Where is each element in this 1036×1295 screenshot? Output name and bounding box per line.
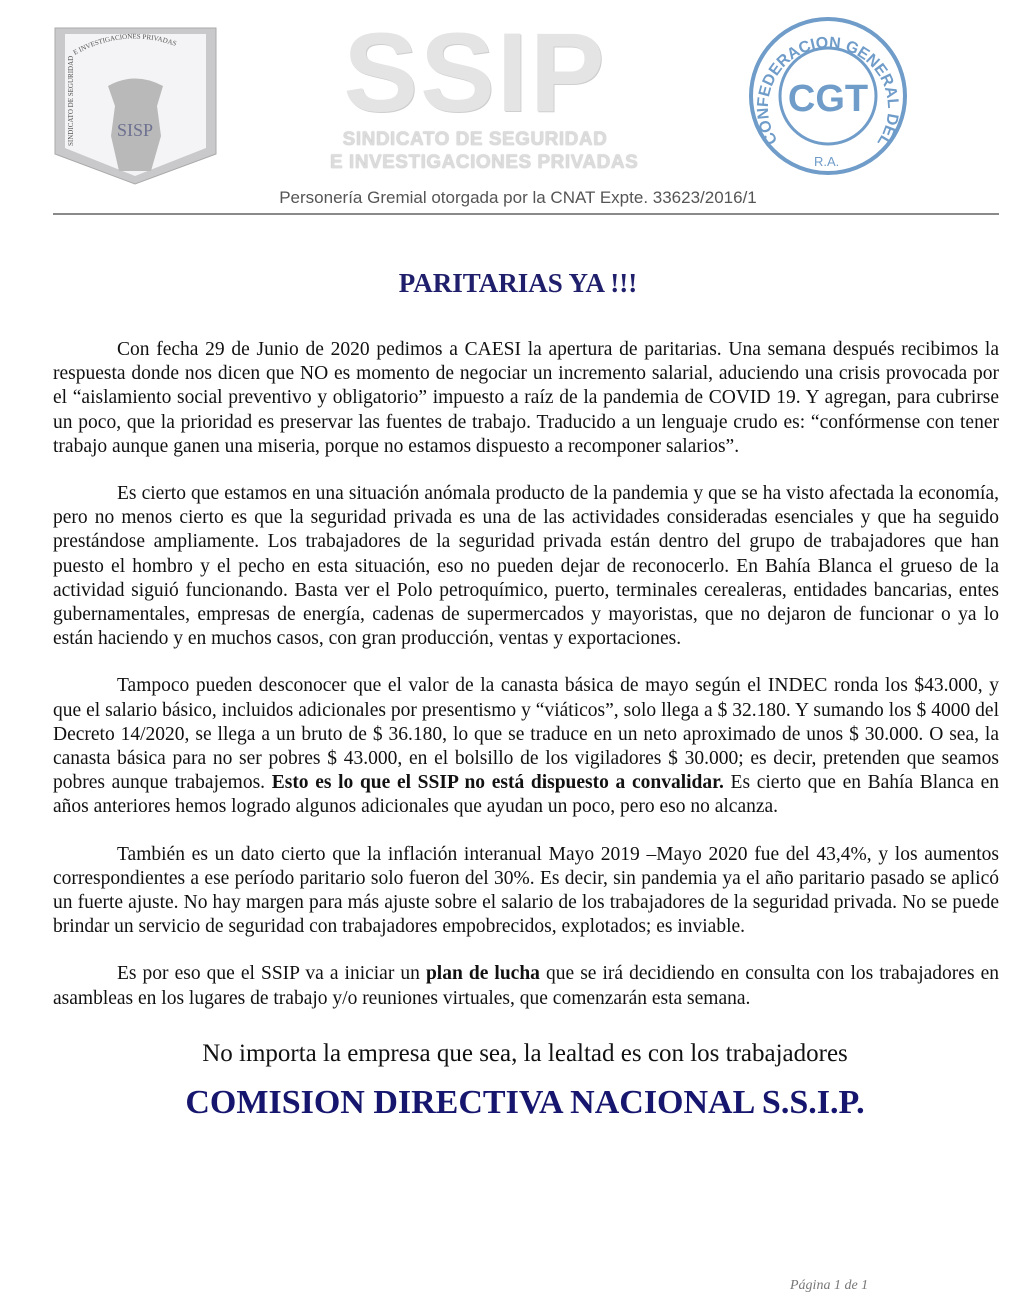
svg-text:CONFEDERACION GENERAL DEL TRAB: CONFEDERACION GENERAL DEL bbox=[754, 34, 902, 150]
paragraph-text: Tampoco pueden desconocer que el valor de la canasta básica de mayo según el INDEC ronda los $43.000, y que el salario básico, incluidos adicionales por presentismo y “viáticos”, solo llega a $ 32.180. Y sumando los $ 4000 del Decreto 14/2020, se llega a un bruto de $ 36.180, lo que se traduce en un neto aproximado de unos $ 30.000. O sea, la canasta básica para no ser pobres $ 43.000, en el bolsillo de los vigiladores $ 30.000; es decir, pretenden que seamos pobres aunque trabajemos. bbox=[53, 675, 999, 794]
signature: COMISION DIRECTIVA NACIONAL S.S.I.P. bbox=[185, 1083, 865, 1121]
paragraph-text: Es cierto que en Bahía Blanca en años anteriores hemos logrado algunos adicionales que ayudan un poco, pero eso no alcanza. bbox=[53, 772, 999, 818]
page-number: Página 1 de 1 bbox=[790, 1278, 869, 1293]
cgt-initials: CGT bbox=[787, 78, 869, 120]
paragraph-1 bbox=[53, 338, 999, 459]
document-title: PARITARIAS YA !!! bbox=[398, 268, 638, 298]
paragraph-text: Con fecha 29 de Junio de 2020 pedimos a CAESI la apertura de paritarias. Una semana después recibimos la respuesta donde nos dicen que NO es momento de negociar un incremento salarial, aduciendo una crisis provocada por el “aislamiento social preventivo y obligatorio” impuesto a raíz de la pandemia de COVID 19. Y agregan, para cubrirse un poco, que la prioridad es preservar las fuentes de trabajo. Traducido a un lenguaje crudo es: “confórmense con tener trabajo aunque ganen una miseria, porque no estamos dispuesto a recomponer salarios”. bbox=[53, 339, 999, 457]
paragraph-bold-text: Esto es lo que el SSIP no está dispuesto a convalidar. bbox=[271, 772, 724, 794]
cgt-logo bbox=[748, 16, 908, 176]
motto: No importa la empresa que sea, la lealtad es con los trabajadores bbox=[202, 1039, 848, 1067]
ssip-subtitle-2: E INVESTIGACIONES PRIVADAS bbox=[330, 152, 639, 173]
paragraph-text: que se irá decidiendo en consulta con los trabajadores en asambleas en los lugares de trabajo y/o reuniones virtuales, que comenzarán esta semana. bbox=[53, 963, 999, 1009]
paragraph-5 bbox=[53, 962, 999, 1010]
paragraph-text: Es por eso que el SSIP va a iniciar un bbox=[117, 963, 426, 985]
paragraph-text: También es un dato cierto que la inflación interanual Mayo 2019 –Mayo 2020 fue del 43,4%, y los aumentos correspondientes a ese período paritario solo fueron del 30%. Es decir, sin pandemia ya el año paritario pasado se aplicó un fuerte ajuste. No hay margen para más ajuste sobre el salario de los trabajadores de la seguridad privada. No se puede brindar un servicio de seguridad con trabajadores empobrecidos, explotados; es inviable. bbox=[53, 843, 999, 938]
svg-text:SINDICATO DE SEGURIDAD E INVES: SINDICATO DE SEGURIDAD E INVESTIGACIONES PRIVADAS bbox=[67, 32, 178, 146]
ssip-subtitle-1: SINDICATO DE SEGURIDAD bbox=[342, 129, 608, 150]
left-logo-initials: SISP bbox=[116, 120, 154, 140]
cgt-ra: R.A. bbox=[814, 154, 840, 169]
paragraph-3 bbox=[53, 674, 999, 819]
ssip-shield-logo bbox=[53, 26, 218, 186]
personeria-gremial-line: Personería Gremial otorgada por la CNAT Expte. 33623/2016/1 bbox=[279, 188, 757, 207]
ssip-wordmark: SSIP bbox=[343, 10, 607, 135]
paragraph-4 bbox=[53, 843, 999, 940]
document-flow bbox=[53, 338, 999, 1123]
paragraph-text: Es cierto que estamos en una situación anómala producto de la pandemia y que se ha visto afectada la economía, pero no menos cierto es que la seguridad privada es una de las actividades consideradas esenciales y que ha seguido prestándose ampliamente. Los trabajadores de la seguridad privada están dentro del grupo de trabajadores que han puesto el hombro y el pecho en esta situación, eso no pueden dejar de reconocerlo. En Bahía Blanca el grueso de la actividad siguió funcionando. Basta ver el Polo petroquímico, puerto, terminales cerealeras, entidades bancarias, entes gubernamentales, empresas de energía, cadenas de supermercados y mayoristas, que no dejaron de funcionar o ya lo están haciendo y en muchos casos, con gran producción, ventas y exportaciones. bbox=[53, 483, 999, 650]
paragraph-bold-text: plan de lucha bbox=[425, 963, 540, 985]
document-body bbox=[53, 338, 999, 1011]
paragraph-2 bbox=[53, 482, 999, 651]
ssip-wordmark-logo bbox=[330, 10, 639, 183]
header-divider bbox=[53, 213, 999, 215]
